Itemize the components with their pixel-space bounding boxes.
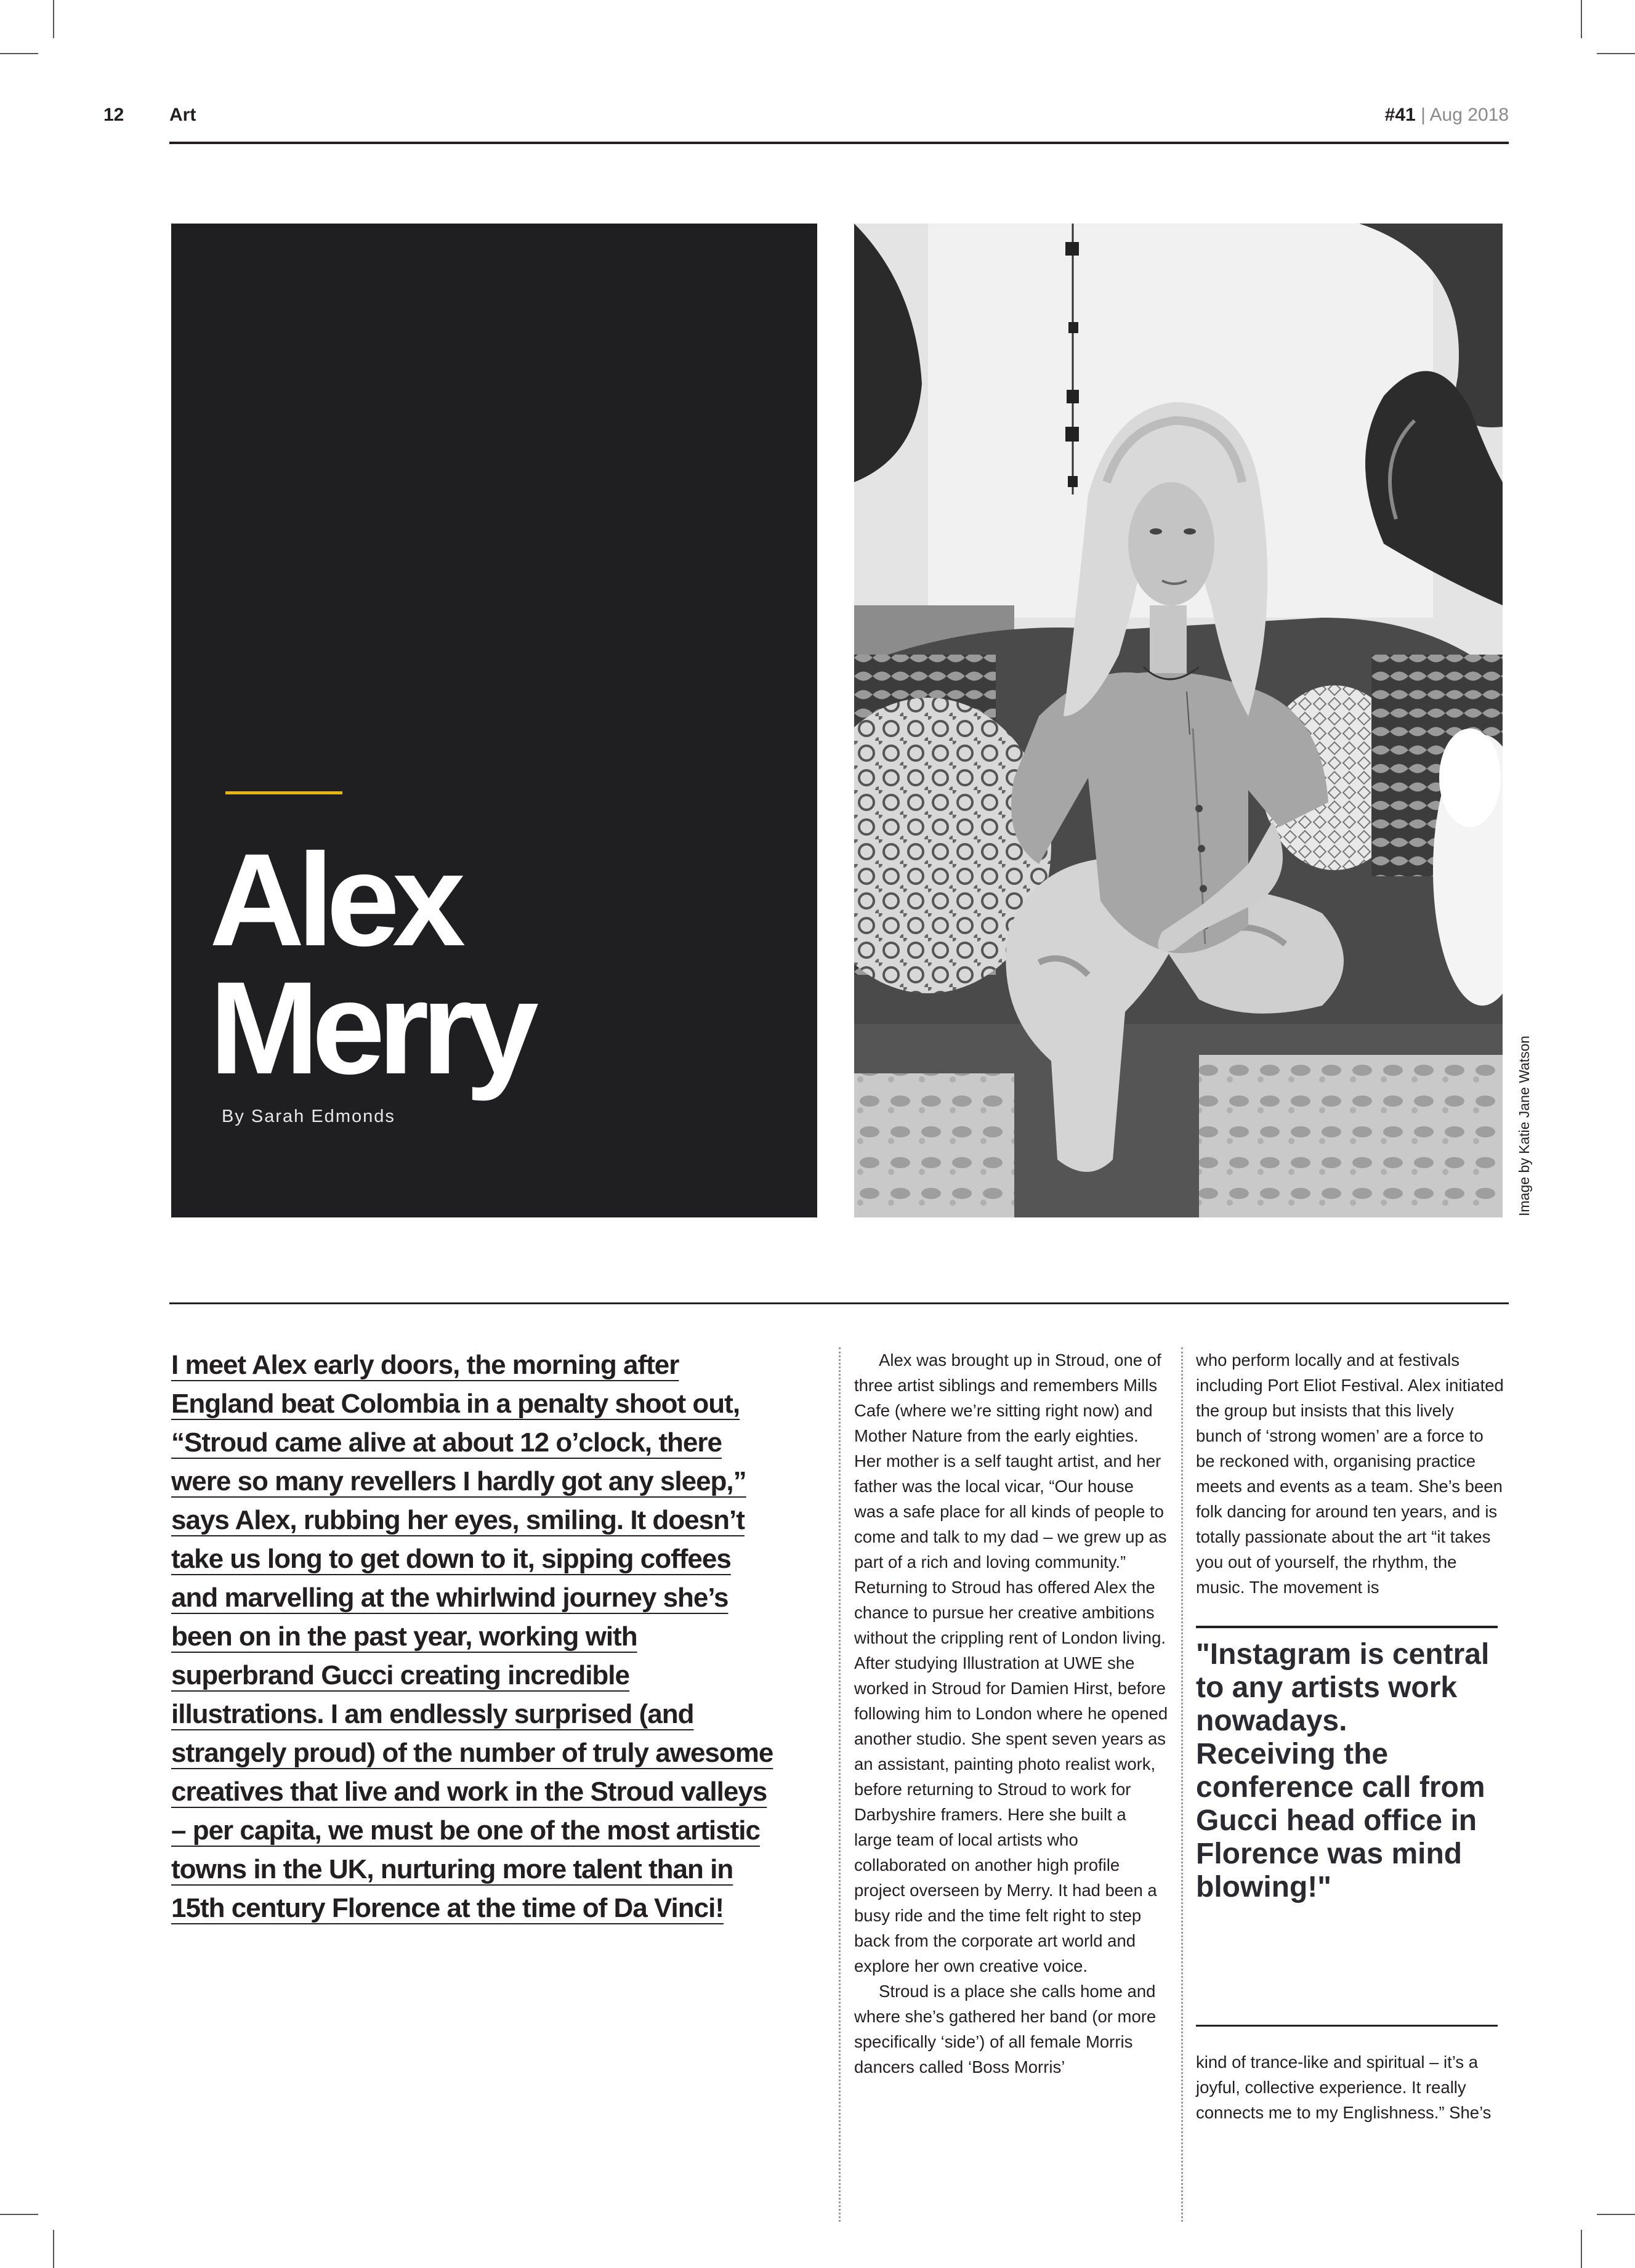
column-divider (1181, 1347, 1183, 2222)
body-paragraph: who perform locally and at festivals including Port Eliot Festival. Alex initiated the group but insists that this lively bunch of ‘strong women’ are a force to be reckoned with, organising practice meets and events as a team. She’s been folk dancing for around ten years, and is totally passionate about the art “it takes you out of yourself, the rhythm, the music. The movement is (1196, 1350, 1504, 1597)
section-label: Art (169, 105, 196, 125)
crop-mark (1581, 0, 1582, 38)
intro-text: I meet Alex early doors, the morning after England beat Colombia in a penalty shoot out, “Stroud came alive at about 12 o’clock, there were so many revellers I hardly got any sleep,” says Alex, rubbing her eyes, smiling. It doesn’t take us long to get down to it, sipping coffees and marvelling at the whirlwind journey she’s been on in the past year, working with superbrand Gucci creating incredible illustrations. I am endlessly surprised (and strangely proud) of the number of truly awesome creatives that live and work in the Stroud valleys – per capita, we must be one of the most artistic towns in the UK, nurturing more talent than in 15th century Florence at the time of Da Vinci! (171, 1350, 773, 1923)
title-first-name: Alex (209, 826, 459, 974)
pull-quote-rule-top (1196, 1626, 1498, 1628)
issue-separator: | (1415, 105, 1430, 125)
issue-line (1385, 105, 1509, 126)
crop-mark (1597, 2214, 1635, 2215)
byline: By Sarah Edmonds (222, 1107, 395, 1126)
header-rule (169, 142, 1509, 144)
pull-quote-rule-bottom (1196, 2025, 1498, 2027)
title-last-name: Merry (209, 954, 531, 1102)
crop-mark (53, 0, 54, 38)
crop-mark (0, 53, 38, 54)
issue-number: #41 (1384, 105, 1416, 125)
body-column-1 (854, 1347, 1168, 2080)
page-number: 12 (103, 105, 124, 125)
photo-credit: Image by Katie Jane Watson (1516, 1035, 1532, 1216)
portrait-image (854, 224, 1503, 1217)
body-paragraph: kind of trance-like and spiritual – it’s a joyful, collective experience. It really connects me to my Englishness.” She’s (1196, 2052, 1492, 2122)
pull-quote: "Instagram is central to any artists work nowadays. Receiving the conference call from Gucci head office in Florence was mind blowing!" (1196, 1638, 1490, 1903)
portrait-photo (854, 224, 1503, 1217)
body-rule (169, 1302, 1509, 1304)
column-divider (839, 1347, 841, 2222)
intro-paragraph (171, 1346, 781, 1927)
body-paragraph: Alex was brought up in Stroud, one of three artist siblings and remembers Mills Cafe (where we’re sitting right now) and Mother Nature from the early eighties. Her mother is a self taught artist, and her father was the local vicar, “Our house was a safe place for all kinds of people to come and talk to my dad – we grew up as part of a rich and loving community.” Returning to Stroud has offered Alex the chance to pursue her creative ambitions without the crippling rent of London living. After studying Illustration at UWE she worked in Stroud for Damien Hirst, before following him to London where he opened another studio. She spent seven years as an assistant, painting photo realist work, before returning to Stroud to work for Darbyshire framers. Here she built a large team of local artists who collaborated on another high profile project overseen by Merry. It had been a busy ride and the time felt right to step back from the corporate art world and explore her own creative voice. (854, 1350, 1168, 1975)
body-paragraph: Stroud is a place she calls home and where she’s gathered her band (or more specifically ‘side’) of all female Morris dancers called ‘Boss Morris’ (854, 1982, 1157, 2076)
issue-date: Aug 2018 (1429, 105, 1509, 125)
title-panel (171, 224, 817, 1217)
crop-mark (53, 2230, 54, 2268)
body-column-2-bottom (1196, 2049, 1504, 2125)
accent-dash (225, 791, 342, 794)
body-column-2-top (1196, 1347, 1504, 1600)
crop-mark (0, 2214, 38, 2215)
crop-mark (1597, 53, 1635, 54)
crop-mark (1581, 2230, 1582, 2268)
